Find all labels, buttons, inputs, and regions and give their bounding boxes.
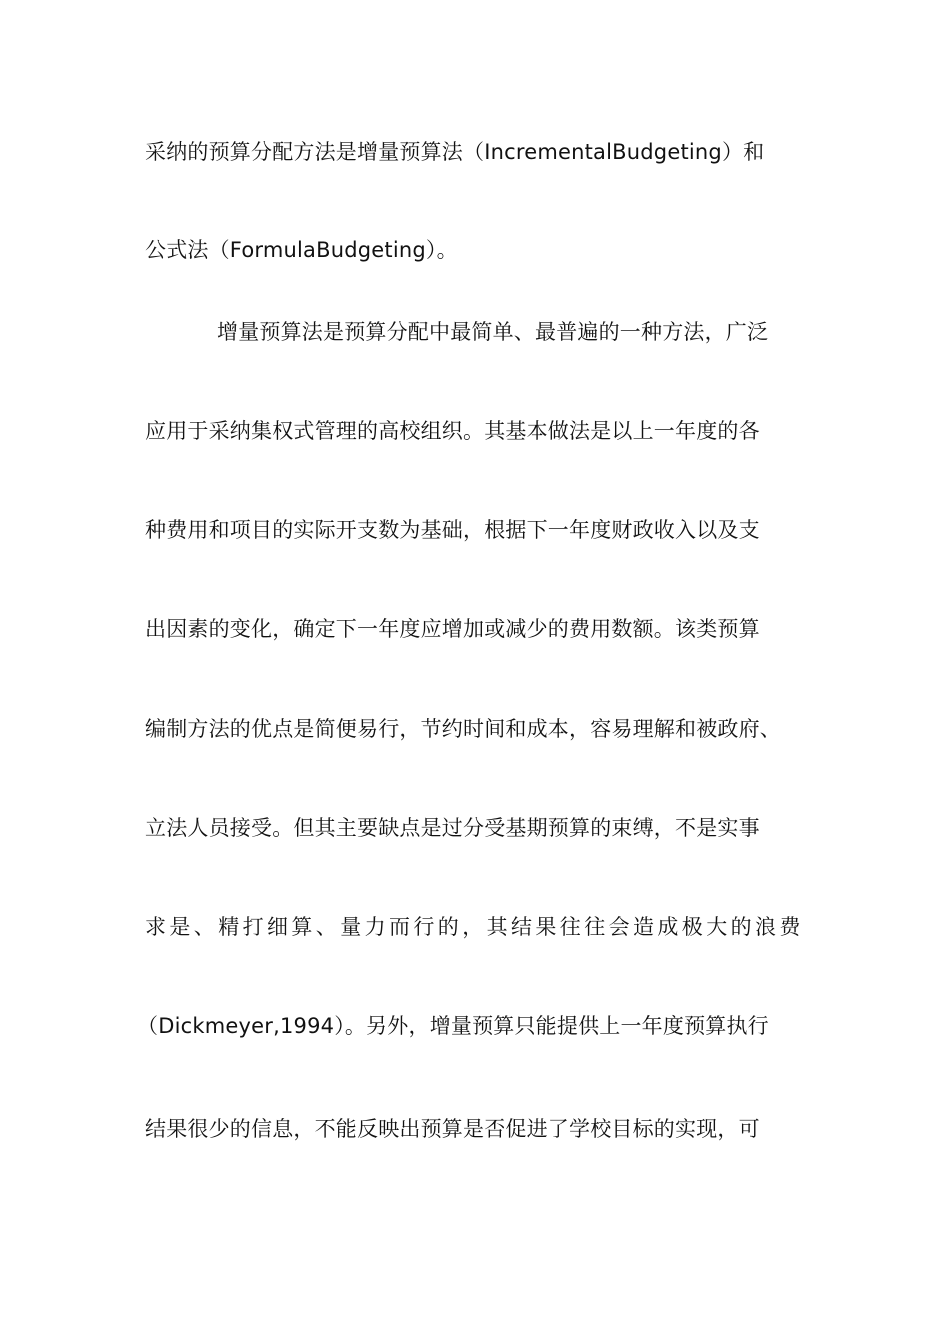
text-line-11: 结果很少的信息，不能反映出预算是否促进了学校目标的实现，可	[145, 1117, 760, 1141]
text-line-1: 采纳的预算分配方法是增量预算法（IncrementalBudgeting）和	[145, 140, 765, 164]
text-line-4: 应用于采纳集权式管理的高校组织。其基本做法是以上一年度的各	[145, 419, 760, 443]
text-line-2: 公式法（FormulaBudgeting）。	[145, 238, 458, 262]
paragraph-first-line: 增量预算法是预算分配中最简单、最普遍的一种方法，广泛	[217, 320, 769, 344]
text-line-8: 立法人员接受。但其主要缺点是过分受基期预算的束缚，不是实事	[145, 816, 760, 840]
text-line-9: 求是、精打细算、量力而行的，其结果往往会造成极大的浪费	[145, 915, 804, 939]
text-line-5: 种费用和项目的实际开支数为基础，根据下一年度财政收入以及支	[145, 518, 760, 542]
text-line-7: 编制方法的优点是简便易行，节约时间和成本，容易理解和被政府、	[145, 717, 781, 741]
text-line-6: 出因素的变化，确定下一年度应增加或减少的费用数额。该类预算	[145, 617, 760, 641]
text-line-10: （Dickmeyer,1994）。另外，增量预算只能提供上一年度预算执行	[137, 1014, 769, 1038]
